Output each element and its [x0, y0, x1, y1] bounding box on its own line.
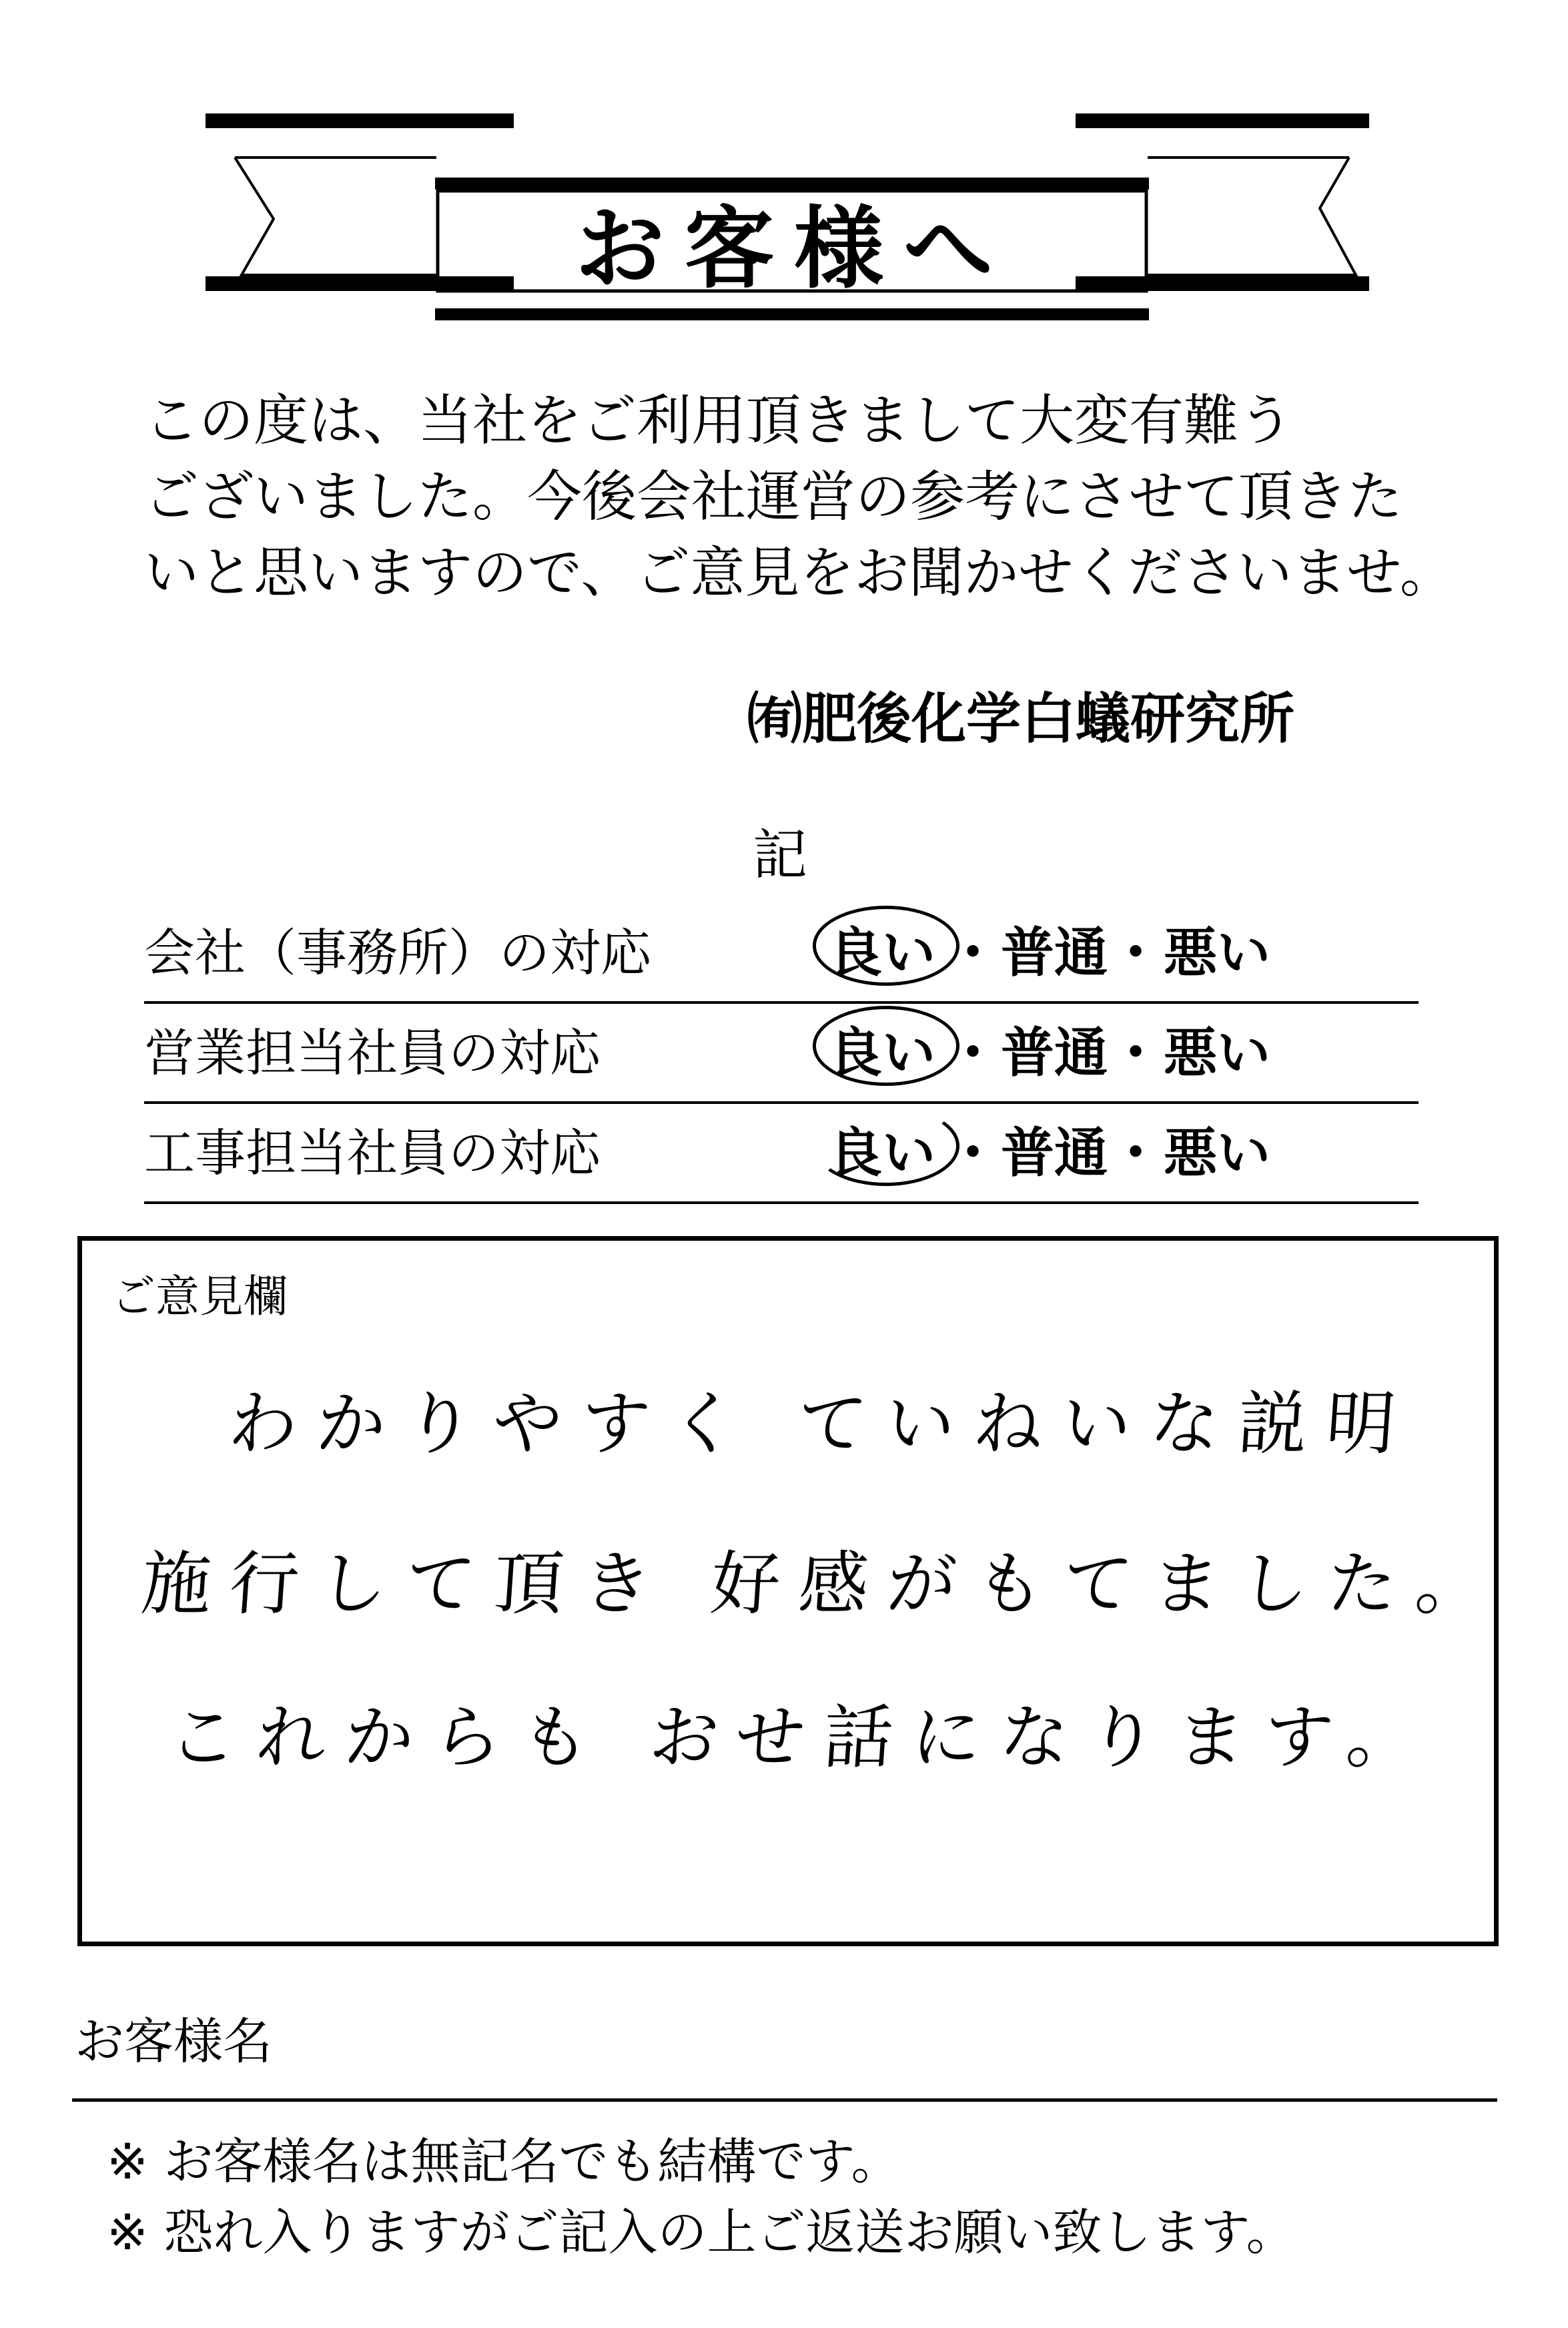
handwritten-line-1: わかりやすく ていねいな説明	[226, 1383, 1417, 1464]
selection-circle	[813, 1006, 959, 1086]
rating-option-average[interactable]: 普通	[1001, 1022, 1108, 1084]
note-anonymous: ※ お客様名は無記名でも結構です。	[107, 2133, 901, 2191]
customer-name-label: お客様名	[75, 2013, 272, 2070]
rating-option-good[interactable]: 良い	[819, 910, 945, 986]
rating-row-label: 工事担当社員の対応	[144, 1123, 601, 1183]
note-return: ※ 恐れ入りますがご記入の上ご返送お願い致します。	[107, 2204, 1296, 2261]
rating-row-office	[144, 904, 1419, 1004]
intro-line-1: この度は、当社をご利用頂きまして大変有難う	[144, 389, 1294, 453]
rating-option-average[interactable]: 普通	[1001, 1122, 1108, 1184]
rating-separator: ・	[946, 1122, 1000, 1184]
rating-option-average[interactable]: 普通	[1001, 922, 1108, 984]
rating-option-good[interactable]: 良い	[819, 1110, 945, 1187]
rating-separator: ・	[946, 922, 1000, 984]
rating-row-sales	[144, 1004, 1419, 1104]
rating-row-construction	[144, 1104, 1419, 1204]
rating-option-bad[interactable]: 悪い	[1164, 1122, 1270, 1184]
selection-circle	[813, 906, 959, 986]
company-name: ㈲肥後化学白蟻研究所	[747, 687, 1295, 751]
rating-options	[819, 1113, 1407, 1187]
rating-row-label: 営業担当社員の対応	[144, 1023, 601, 1083]
comment-box[interactable]	[77, 1236, 1507, 1946]
ki-heading: 記	[753, 824, 808, 887]
rating-options	[819, 913, 1407, 986]
rating-separator: ・	[1109, 1122, 1162, 1184]
rating-row-label: 会社（事務所）の対応	[144, 923, 651, 982]
rating-option-good[interactable]: 良い	[819, 1010, 945, 1087]
banner-title: お客様へ	[574, 196, 1013, 301]
row-divider	[144, 1201, 1419, 1204]
intro-line-3: いと思いますので、ご意見をお聞かせくださいませ。	[144, 541, 1455, 605]
intro-line-2: ございました。今後会社運営の参考にさせて頂きた	[144, 465, 1403, 529]
rating-options	[819, 1013, 1407, 1087]
rating-separator: ・	[1109, 1022, 1162, 1084]
customer-name-field[interactable]	[72, 2098, 1497, 2102]
rating-separator: ・	[946, 1022, 1000, 1084]
comment-heading: ご意見欄	[111, 1271, 288, 1322]
handwritten-line-3: これからも おせ話になります。	[165, 1697, 1438, 1778]
handwritten-line-2: 施行して頂き 好感がもてました。	[139, 1543, 1507, 1625]
rating-option-bad[interactable]: 悪い	[1164, 922, 1270, 984]
rating-option-bad[interactable]: 悪い	[1164, 1022, 1270, 1084]
selection-circle	[813, 1106, 959, 1186]
rating-separator: ・	[1109, 922, 1162, 984]
